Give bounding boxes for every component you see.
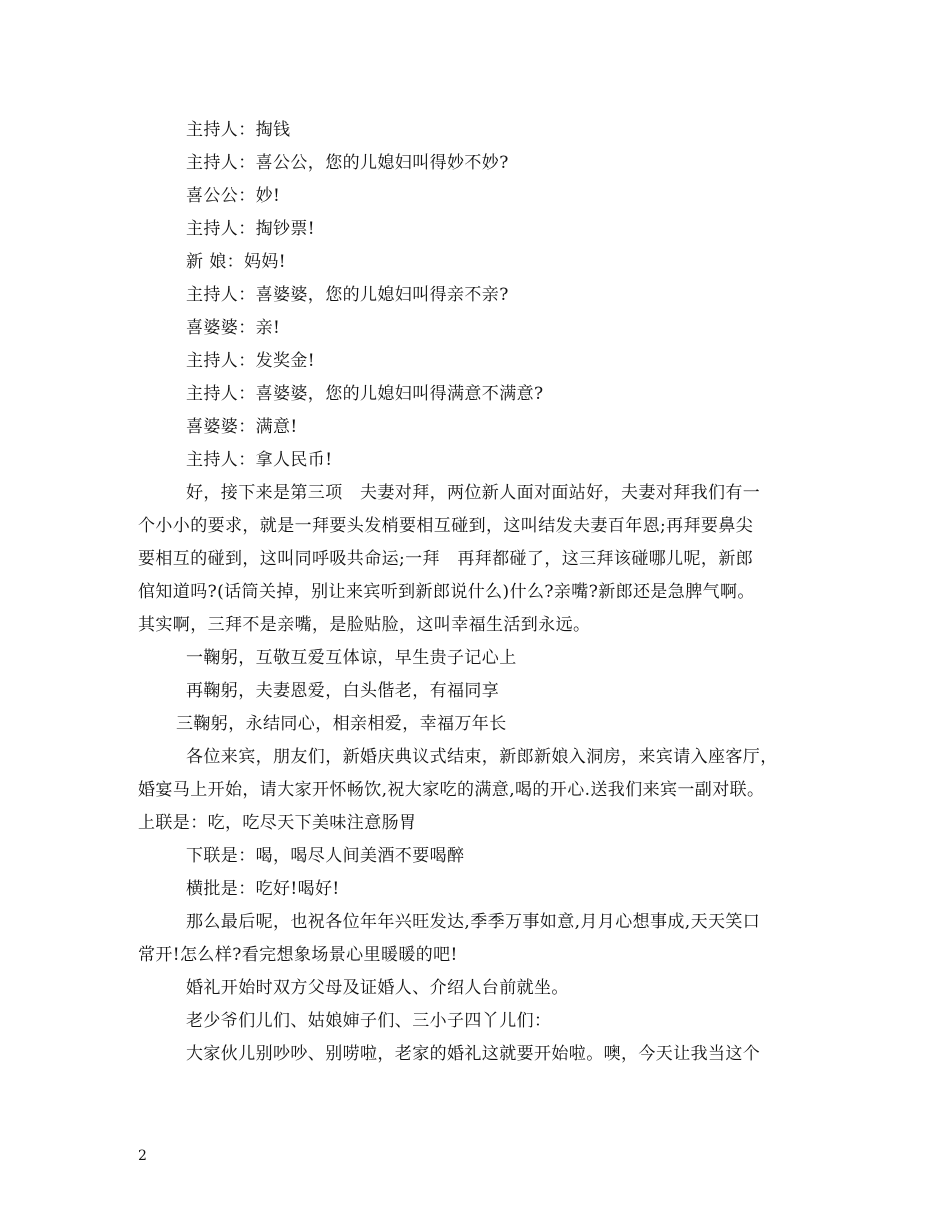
paragraph-first-line: 好，接下来是第三项 夫妻对拜，两位新人面对面站好，夫妻对拜我们有一 [186,483,761,503]
paragraph-line: 个小小的要求，就是一拜要头发梢要相互碰到，这叫结发夫妻百年恩;再拜要鼻尖 [138,516,754,536]
text-line: 一鞠躬，互敬互爱互体谅，早生贵子记心上 [186,648,517,668]
text-line: 主持人：掏钞票! [186,219,316,239]
text-line: 下联是：喝，喝尽人间美酒不要喝醉 [186,846,465,866]
text-line: 主持人：发奖金! [186,351,316,371]
paragraph-line: 常开!怎么样?看完想象场景心里暖暖的吧! [138,945,458,965]
text-line: 主持人：喜公公，您的儿媳妇叫得妙不妙? [186,153,509,173]
paragraph-line: 上联是：吃，吃尽天下美味注意肠胃 [138,813,417,833]
text-line: 主持人：拿人民币! [186,450,333,470]
paragraph-line: 其实啊，三拜不是亲嘴，是脸贴脸，这叫幸福生活到永远。 [138,615,591,635]
text-line: 主持人：喜婆婆，您的儿媳妇叫得满意不满意? [186,384,544,404]
paragraph-first-line: 各位来宾，朋友们，新婚庆典议式结束，新郎新娘入洞房，来宾请入座客厅， [186,747,778,767]
text-line: 再鞠躬，夫妻恩爱，白头偕老，有福同享 [186,681,500,701]
text-line: 主持人：掏钱 [186,120,291,140]
page-number: 2 [138,1148,147,1164]
paragraph-line: 倌知道吗?(话筒关掉，别让来宾听到新郎说什么)什么?亲嘴?新郎还是急脾气啊。 [138,582,755,602]
text-line: 婚礼开始时双方父母及证婚人、介绍人台前就坐。 [186,978,569,998]
paragraph-line: 要相互的碰到，这叫同呼吸共命运;一拜 再拜都碰了，这三拜该碰哪儿呢，新郎 [138,549,754,569]
text-line: 老少爷们儿们、姑娘婶子们、三小子四丫儿们： [186,1011,552,1031]
paragraph-line: 婚宴马上开始，请大家开怀畅饮,祝大家吃的满意,喝的开心.送我们来宾一副对联。 [138,780,765,800]
text-line: 喜公公：妙! [186,186,281,206]
document-body [138,114,828,1071]
text-line: 喜婆婆：亲! [186,318,281,338]
text-line: 三鞠躬，永结同心，相亲相爱，幸福万年长 [176,714,507,734]
text-line: 大家伙儿别吵吵、别唠啦，老家的婚礼这就要开始啦。噢，今天让我当这个 [186,1044,761,1064]
text-line: 横批是：吃好!喝好! [186,879,340,899]
text-line: 主持人：喜婆婆，您的儿媳妇叫得亲不亲? [186,285,509,305]
text-line: 新 娘：妈妈! [186,252,287,272]
text-line: 喜婆婆：满意! [186,417,298,437]
paragraph-first-line: 那么最后呢，也祝各位年年兴旺发达,季季万事如意,月月心想事成,天天笑口 [186,912,761,932]
